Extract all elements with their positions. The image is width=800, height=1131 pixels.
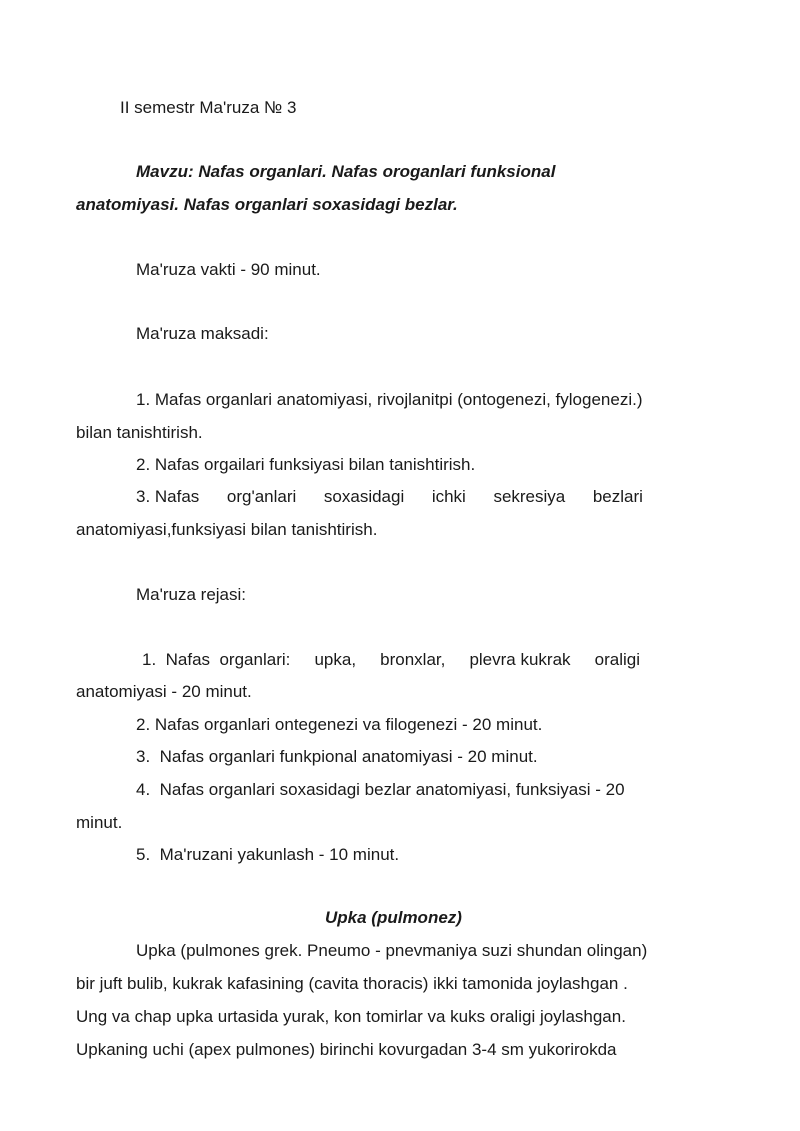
goal-item-3-word: sekresiya <box>493 487 566 506</box>
goal-item-3-word: soxasidagi <box>323 487 405 506</box>
plan-item-4-cont: minut. <box>76 813 123 832</box>
goal-item-3-cont: anatomiyasi,funksiyasi bilan tanishtirish. <box>76 520 378 539</box>
plan-item-2: 2. Nafas organlari ontegenezi va filogenezi - 20 minut. <box>136 715 543 734</box>
semester-header: II semestr Ma'ruza № 3 <box>120 98 297 117</box>
plan-item-1 <box>142 650 640 670</box>
topic-line-1: Mavzu: Nafas organlari. Nafas oroganlari funksional <box>136 162 556 181</box>
plan-item-1-word: plevra kukrak <box>469 650 571 669</box>
topic-line-2: anatomiyasi. Nafas organlari soxasidagi bezlar. <box>76 195 458 214</box>
goal-item-3-word: org'anlari <box>226 487 297 506</box>
goal-item-3-word: ichki <box>431 487 466 506</box>
plan-item-5: 5. Ma'ruzani yakunlash - 10 minut. <box>136 845 400 864</box>
plan-item-4: 4. Nafas organlari soxasidagi bezlar anatomiyasi, funksiyasi - 20 <box>136 780 625 799</box>
goal-item-1: 1. Mafas organlari anatomiyasi, rivojlanitpi (ontogenezi, fylogenezi.) <box>136 390 643 409</box>
plan-item-1-word: bronxlar, <box>380 650 446 669</box>
goals-heading: Ma'ruza maksadi: <box>136 324 269 343</box>
section-title: Upka (pulmonez) <box>325 908 462 927</box>
plan-heading: Ma'ruza rejasi: <box>136 585 247 604</box>
plan-item-1-word: upka, <box>314 650 357 669</box>
goal-item-3-word: bezlari <box>592 487 643 506</box>
paragraph-line: Upka (pulmones grek. Pneumo - pnevmaniya suzi shundan olingan) <box>136 941 648 960</box>
goal-item-3 <box>136 487 643 507</box>
duration-text: Ma'ruza vakti - 90 minut. <box>136 260 321 279</box>
paragraph-line: Ung va chap upka urtasida yurak, kon tomirlar va kuks oraligi joylashgan. <box>76 1007 626 1026</box>
plan-item-1-word: 1. Nafas organlari: <box>142 650 291 669</box>
goal-item-1-cont: bilan tanishtirish. <box>76 423 203 442</box>
plan-item-1-word: oraligi <box>594 650 640 669</box>
paragraph-line: bir juft bulib, kukrak kafasining (cavita thoracis) ikki tamonida joylashgan . <box>76 974 628 993</box>
paragraph-line: Upkaning uchi (apex pulmones) birinchi kovurgadan 3-4 sm yukorirokda <box>76 1040 617 1059</box>
plan-item-3: 3. Nafas organlari funkpional anatomiyasi - 20 minut. <box>136 747 538 766</box>
goal-item-3-word: 3. Nafas <box>136 487 200 506</box>
goal-item-2: 2. Nafas orgailari funksiyasi bilan tanishtirish. <box>136 455 476 474</box>
plan-item-1-cont: anatomiyasi - 20 minut. <box>76 682 252 701</box>
